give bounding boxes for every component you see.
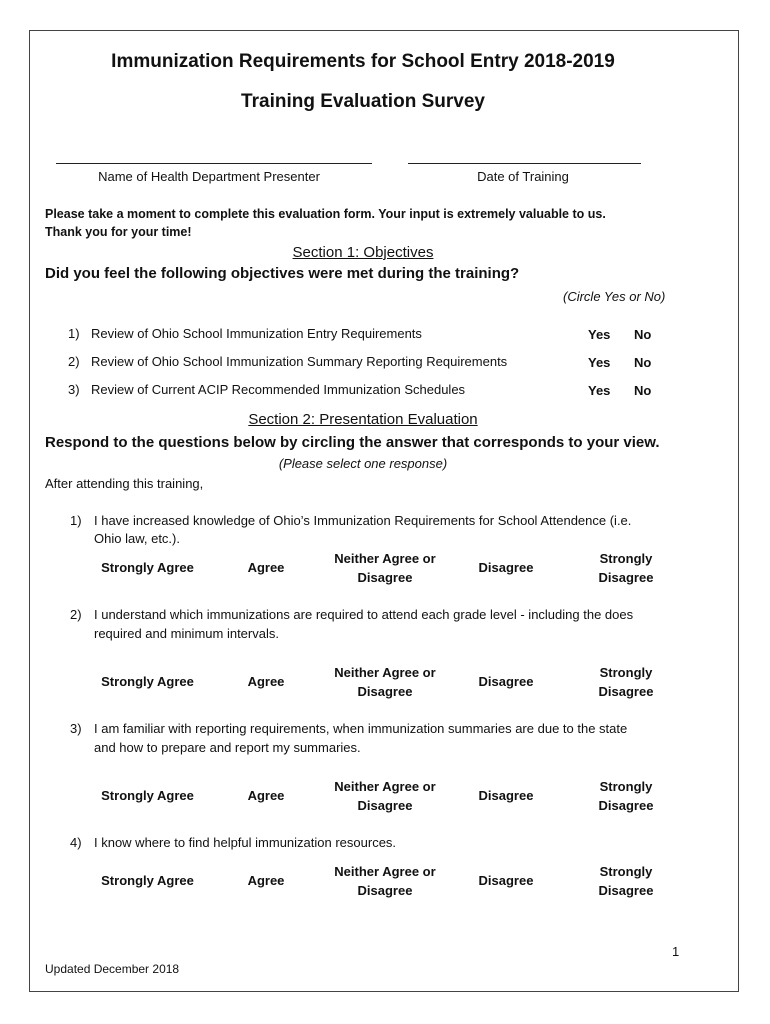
option-neither-line-1: Neither Agree or: [334, 551, 436, 566]
option-agree[interactable]: Agree: [247, 560, 285, 575]
objective-yes[interactable]: Yes: [588, 383, 611, 398]
question-text-line-2: and how to prepare and report my summaries.: [94, 740, 361, 755]
objective-no[interactable]: No: [634, 355, 652, 370]
question-text-line-1: I understand which immunizations are required to attend each grade level - including the does: [94, 607, 634, 622]
question-text-line-1: I know where to find helpful immunization resources.: [94, 835, 397, 850]
option-strongly-disagree[interactable]: [591, 862, 661, 900]
option-disagree[interactable]: Disagree: [478, 674, 534, 689]
option-agree[interactable]: Agree: [247, 674, 285, 689]
question-number: 3): [70, 721, 82, 736]
objective-number: 1): [68, 326, 80, 341]
question-number: 1): [70, 513, 82, 528]
option-neither[interactable]: [325, 862, 445, 900]
objective-text: Review of Ohio School Immunization Summary Reporting Requirements: [91, 354, 508, 369]
option-neither-line-2: Disagree: [357, 798, 413, 813]
option-strongly-disagree-line-2: Disagree: [598, 883, 654, 898]
option-strongly-disagree[interactable]: [591, 777, 661, 815]
option-neither-line-1: Neither Agree or: [334, 864, 436, 879]
option-strongly-disagree-line-1: Strongly: [599, 864, 653, 879]
option-strongly-agree[interactable]: Strongly Agree: [101, 560, 194, 575]
question-text-line-1: I have increased knowledge of Ohio’s Immunization Requirements for School Attendence (i.e.: [94, 513, 632, 528]
option-strongly-disagree-line-1: Strongly: [599, 779, 653, 794]
question-text-line-1: I am familiar with reporting requirements, when immunization summaries are due to the state: [94, 721, 628, 736]
section-2-note: (Please select one response): [278, 456, 448, 471]
intro-line-1: Please take a moment to complete this evaluation form. Your input is extremely valuable to us.: [45, 207, 606, 221]
section-2-lead: After attending this training,: [45, 476, 204, 491]
option-neither[interactable]: [325, 777, 445, 815]
option-disagree[interactable]: Disagree: [478, 788, 534, 803]
option-neither-line-1: Neither Agree or: [334, 665, 436, 680]
question-text-line-2: required and minimum intervals.: [94, 626, 279, 641]
section-2-heading: Section 2: Presentation Evaluation: [248, 411, 478, 428]
updated-date: Updated December 2018: [45, 962, 180, 976]
document-title: Immunization Requirements for School Entry 2018-2019: [111, 51, 615, 72]
option-strongly-disagree-line-2: Disagree: [598, 570, 654, 585]
option-strongly-disagree[interactable]: [591, 549, 661, 587]
training-date-label: Date of Training: [477, 169, 569, 184]
objective-no[interactable]: No: [634, 383, 652, 398]
question-number: 4): [70, 835, 82, 850]
option-neither-line-1: Neither Agree or: [334, 779, 436, 794]
section-1-question: Did you feel the following objectives were met during the training?: [45, 265, 520, 282]
question-text-line-2: Ohio law, etc.).: [94, 531, 180, 546]
objective-number: 3): [68, 382, 80, 397]
section-1-note: (Circle Yes or No): [563, 289, 666, 304]
option-disagree[interactable]: Disagree: [478, 873, 534, 888]
question-number: 2): [70, 607, 82, 622]
option-disagree[interactable]: Disagree: [478, 560, 534, 575]
option-strongly-disagree-line-1: Strongly: [599, 551, 653, 566]
section-2-instruction: Respond to the questions below by circling the answer that corresponds to your view.: [45, 434, 660, 451]
option-strongly-agree[interactable]: Strongly Agree: [101, 674, 194, 689]
objective-text: Review of Current ACIP Recommended Immunization Schedules: [91, 382, 466, 397]
training-date-line[interactable]: [408, 163, 641, 164]
option-neither-line-2: Disagree: [357, 570, 413, 585]
option-neither[interactable]: [325, 663, 445, 701]
option-agree[interactable]: Agree: [247, 788, 285, 803]
option-neither-line-2: Disagree: [357, 684, 413, 699]
objective-number: 2): [68, 354, 80, 369]
option-strongly-disagree-line-1: Strongly: [599, 665, 653, 680]
objective-yes[interactable]: Yes: [588, 355, 611, 370]
option-strongly-agree[interactable]: Strongly Agree: [101, 873, 194, 888]
presenter-name-line[interactable]: [56, 163, 372, 164]
option-strongly-disagree-line-2: Disagree: [598, 684, 654, 699]
presenter-name-label: Name of Health Department Presenter: [98, 169, 320, 184]
objective-no[interactable]: No: [634, 327, 652, 342]
objective-yes[interactable]: Yes: [588, 327, 611, 342]
section-1-heading: Section 1: Objectives: [292, 244, 434, 261]
option-neither[interactable]: [325, 549, 445, 587]
option-neither-line-2: Disagree: [357, 883, 413, 898]
option-strongly-disagree-line-2: Disagree: [598, 798, 654, 813]
objective-text: Review of Ohio School Immunization Entry Requirements: [91, 326, 422, 341]
page-number: 1: [672, 944, 680, 959]
document-subtitle: Training Evaluation Survey: [241, 91, 485, 112]
option-strongly-disagree[interactable]: [591, 663, 661, 701]
option-agree[interactable]: Agree: [247, 873, 285, 888]
option-strongly-agree[interactable]: Strongly Agree: [101, 788, 194, 803]
intro-line-2: Thank you for your time!: [45, 225, 192, 239]
